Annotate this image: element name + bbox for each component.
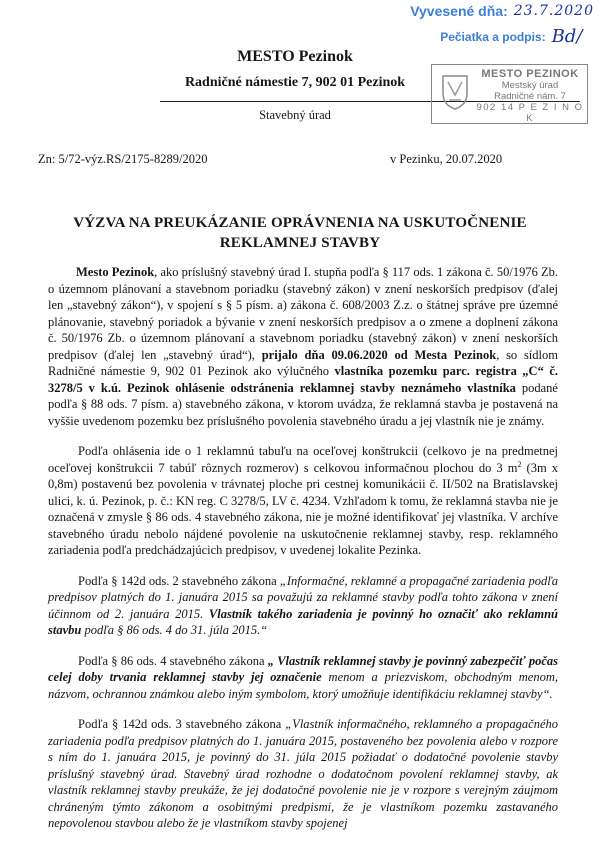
org-address: Radničné námestie 7, 902 01 Pezinok bbox=[184, 75, 406, 90]
seal-line-1: MESTO PEZINOK bbox=[481, 68, 579, 80]
title-line-1: VÝZVA NA PREUKÁZANIE OPRÁVNENIA NA USKUTOČNENIE bbox=[73, 215, 527, 231]
p4-quote-bold: „ Vlastník reklamnej stavby je povinný zabezpečiť počas celej doby trvania reklamnej stavby jej označenie bbox=[48, 653, 558, 684]
document-body bbox=[48, 264, 558, 846]
paragraph-4 bbox=[48, 653, 558, 703]
p2-text-2: (3m x 0,8m) postavenú bez povolenia v trávnatej ploche pri cestnej komunikácii č. II/502 na Bratislavskej ulici, k. ú. Pezinok, p. č.: KN reg. C 3278/5, LV č. 4234. Vzhľadom k tomu, že reklamná stavba nie je označená v zmysle § 86 ods. 4 stavebného zákona, nie je možné identifikovať jej vlastníka. V archíve stavebného úradu nebolo nájdené povolenie na uskutočnenie reklamnej stavby, resp. reklamného zariadenia podľa predchádzajúcich predpisov, v uvedenej lokalite Pezinka. bbox=[48, 460, 558, 557]
posted-label: Vyvesené dňa: bbox=[410, 3, 508, 19]
p1-text-1: , ako príslušný stavebný úrad I. stupňa podľa § 117 ods. 1 zákona č. 50/1976 Zb. o územnom plánovaní a stavebnom poriadku (stavebný zákon) v znení neskorších predpisov (ďalej len „stavebný zákon“), v spojení s § 5 písm. a) zákona č. 608/2003 Z.z. o štátnej správe pre územné plánovanie, stavebný poriadok a bývanie v znení neskorších predpisov a o zmene a doplnení zákona č. 50/1976 Zb. o územnom plánovaní a stavebnom poriadku (stavebný zákon) v znení neskorších predpisov (ďalej len „stavebný úrad“), bbox=[48, 265, 559, 362]
place-date: v Pezinku, 20.07.2020 bbox=[390, 152, 503, 166]
p3-quote-end: podľa § 86 ods. 4 do 31. júla 2015.“ bbox=[81, 623, 268, 637]
p4-text-1: Podľa § 86 ods. 4 stavebného zákona bbox=[78, 653, 268, 668]
p3-quote: „Informačné, reklamné a propagačné zariadenia podľa predpisov platných do 1. januára 2015 sa považujú za reklamné stavby podľa tohto zákona v znení účinnom od 2. januára 2015. bbox=[48, 573, 558, 621]
signature-handwritten: Bd/ bbox=[551, 26, 583, 47]
office-name: Stavebný úrad bbox=[259, 108, 331, 122]
p1-owner-notice: vlastníka pozemku parc. registra „C“ č. 3278/5 v k.ú. Pezinok ohlásenie odstránenia reklamnej stavby neznámeho vlastníka bbox=[48, 364, 558, 395]
paragraph-5 bbox=[48, 716, 558, 832]
p5-text-1: Podľa § 142d ods. 3 stavebného zákona bbox=[78, 717, 286, 731]
p1-received: prijalo dňa 09.06.2020 od Mesta Pezinok bbox=[261, 347, 497, 362]
seal-line-4: 902 14 P E Z I N O K bbox=[476, 102, 584, 124]
document-title bbox=[40, 213, 560, 253]
office-seal bbox=[431, 64, 588, 124]
seal-sign-label: Pečiatka a podpis: bbox=[440, 30, 546, 44]
paragraph-1 bbox=[48, 264, 558, 429]
seal-line-3: Radničné nám. 7 bbox=[494, 91, 566, 102]
p2-superscript: 2 bbox=[517, 459, 522, 469]
p4-quote: menom a priezviskom, obchodným menom, názvom, ochrannou známkou alebo iným symbolom, ktorý umožňuje identifikáciu reklamnej stavby“. bbox=[48, 670, 558, 701]
title-line-2: REKLAMNEJ STAVBY bbox=[219, 235, 381, 251]
p3-quote-bold: Vlastník takého zariadenia je povinný ho označiť ako reklamnú stavbu bbox=[48, 606, 558, 637]
org-name: MESTO Pezinok bbox=[237, 48, 353, 65]
p2-text-1: Podľa ohlásenia ide o 1 reklamnú tabuľu na oceľovej konštrukcii (celkovo je na predmetnej oceľovej konštrukcii 7 tabúľ rôznych rozmerov) s celkovou informačnou plochou do 3 m bbox=[48, 444, 558, 475]
p1-text-3: podané podľa § 88 ods. 7 písm. a) stavebného zákona, v ktorom uvádza, že reklamná stavba je postavená na vyššie uvedenom pozemku bez príslušného povolenia stavebného úradu a jej vlastník nie je známy. bbox=[48, 380, 558, 428]
paragraph-2 bbox=[48, 443, 558, 559]
paragraph-3 bbox=[48, 573, 558, 639]
seal-line-2: Mestský úrad bbox=[501, 80, 559, 91]
posting-stamp bbox=[410, 2, 594, 46]
crest-icon bbox=[440, 73, 470, 111]
p5-quote: „Vlastník informačného, reklamného a propagačného zariadenia podľa predpisov platných do 1. januára 2015, postaveného bez povolenia alebo v rozpore s ním do 1. januára 2015, je povinný do 31. júla 2015 požiadať o dodatočné povolenie stavby príslušný stavebný úrad. Stavebný úrad rozhodne o dodatočnom povolení reklamnej stavby, ak vlastník reklamnej stavby preukáže, že jej dodatočné povolenie nie je v rozpore s verejným záujmom chráneným týmto zákonom a osobitnými predpismi, že je vlastníkom pozemku zastavaného nepovolenou stavbou alebo že je vlastníkom stavby spojenej bbox=[48, 717, 558, 830]
p3-text-1: Podľa § 142d ods. 2 stavebného zákona bbox=[78, 573, 280, 588]
p1-subject: Mesto Pezinok bbox=[76, 265, 155, 279]
reference-number: Zn: 5/72-výz.RS/2175-8289/2020 bbox=[38, 152, 208, 166]
posted-date-handwritten: 23.7.2020 bbox=[513, 3, 594, 19]
p1-text-2: , so sídlom Radničné námestie 9, 902 01 Pezinok ako výlučného bbox=[48, 347, 558, 378]
